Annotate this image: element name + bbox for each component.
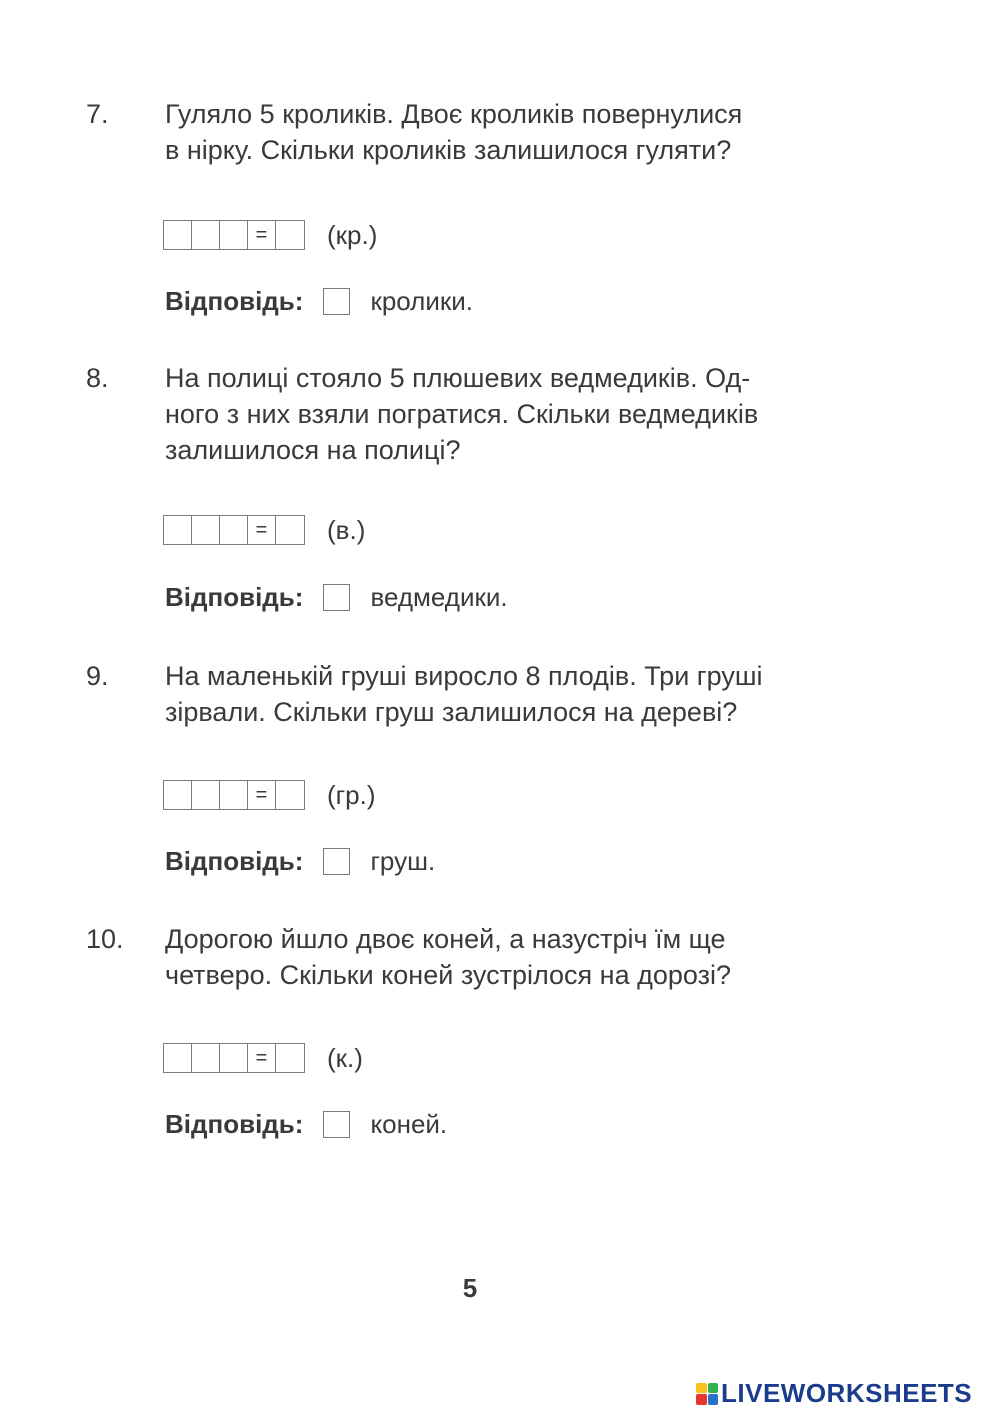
equation-cell[interactable]: [164, 781, 192, 809]
equation-cell[interactable]: [192, 781, 220, 809]
answer-label: Відповідь:: [165, 1109, 304, 1139]
task-line: Дорогою йшло двоє коней, а назустріч їм ще: [165, 924, 726, 954]
logo-square: [696, 1383, 707, 1394]
task-number: 8.: [86, 363, 109, 393]
unit-label: (гр.): [327, 779, 376, 810]
equals-sign: =: [248, 516, 276, 544]
equals-sign: =: [248, 221, 276, 249]
task-line: зірвали. Скільки груш залишилося на дереві?: [165, 697, 738, 727]
answer-row: [165, 846, 435, 877]
equation-cell[interactable]: [192, 1044, 220, 1072]
answer-row: [165, 582, 508, 613]
answer-label: Відповідь:: [165, 286, 304, 316]
task-number: 7.: [86, 99, 109, 129]
result-cell[interactable]: [276, 781, 304, 809]
equation-cell[interactable]: [220, 516, 248, 544]
task-text: [165, 658, 855, 730]
task-line: четверо. Скільки коней зустрілося на дорозі?: [165, 960, 731, 990]
equation-cell[interactable]: [192, 221, 220, 249]
logo-square: [708, 1383, 719, 1394]
equation-cells: [163, 515, 305, 545]
answer-row: [165, 1109, 447, 1140]
result-cell[interactable]: [276, 1044, 304, 1072]
equation-cell[interactable]: [220, 1044, 248, 1072]
answer-label: Відповідь:: [165, 582, 304, 612]
equation-cells: [163, 220, 305, 250]
answer-row: [165, 286, 473, 317]
equation-cell[interactable]: [220, 221, 248, 249]
result-cell[interactable]: [276, 221, 304, 249]
equation-row: [163, 220, 377, 250]
task-number: 10.: [86, 924, 124, 954]
logo-square: [708, 1394, 719, 1405]
answer-box[interactable]: [323, 584, 350, 611]
answer-suffix: груш.: [370, 846, 436, 876]
answer-suffix: ведмедики.: [370, 582, 508, 612]
unit-label: (в.): [327, 514, 366, 545]
logo-square: [696, 1394, 707, 1405]
task-line: На маленькій груші виросло 8 плодів. Три груші: [165, 661, 763, 691]
task-text: [165, 360, 855, 468]
equation-cell[interactable]: [192, 516, 220, 544]
logo-text: LIVEWORKSHEETS: [721, 1378, 973, 1408]
task-line: залишилося на полиці?: [165, 435, 461, 465]
answer-label: Відповідь:: [165, 846, 304, 876]
task-line: На полиці стояло 5 плюшевих ведмедиків. Од-: [165, 363, 751, 393]
task-line: ного з них взяли погратися. Скільки ведмедиків: [165, 399, 759, 429]
equation-cell[interactable]: [164, 516, 192, 544]
liveworksheets-logo[interactable]: [696, 1378, 972, 1409]
answer-box[interactable]: [323, 288, 350, 315]
equation-cell[interactable]: [220, 781, 248, 809]
equals-sign: =: [248, 781, 276, 809]
equation-row: [163, 780, 375, 810]
equation-row: [163, 515, 365, 545]
unit-label: (к.): [327, 1042, 363, 1073]
answer-box[interactable]: [323, 848, 350, 875]
task-text: [165, 921, 855, 993]
result-cell[interactable]: [276, 516, 304, 544]
answer-box[interactable]: [323, 1111, 350, 1138]
answer-suffix: коней.: [370, 1109, 448, 1139]
equation-cells: [163, 1043, 305, 1073]
equals-sign: =: [248, 1044, 276, 1072]
equation-cell[interactable]: [164, 221, 192, 249]
task-line: в нірку. Скільки кроликів залишилося гуляти?: [165, 135, 732, 165]
equation-cell[interactable]: [164, 1044, 192, 1072]
unit-label: (кр.): [327, 219, 378, 250]
equation-row: [163, 1043, 363, 1073]
task-text: [165, 96, 855, 168]
answer-suffix: кролики.: [370, 286, 473, 316]
equation-cells: [163, 780, 305, 810]
page-number: 5: [462, 1273, 478, 1303]
task-line: Гуляло 5 кроликів. Двоє кроликів повернулися: [165, 99, 743, 129]
task-number: 9.: [86, 661, 109, 691]
logo-squares-icon: [696, 1383, 718, 1405]
